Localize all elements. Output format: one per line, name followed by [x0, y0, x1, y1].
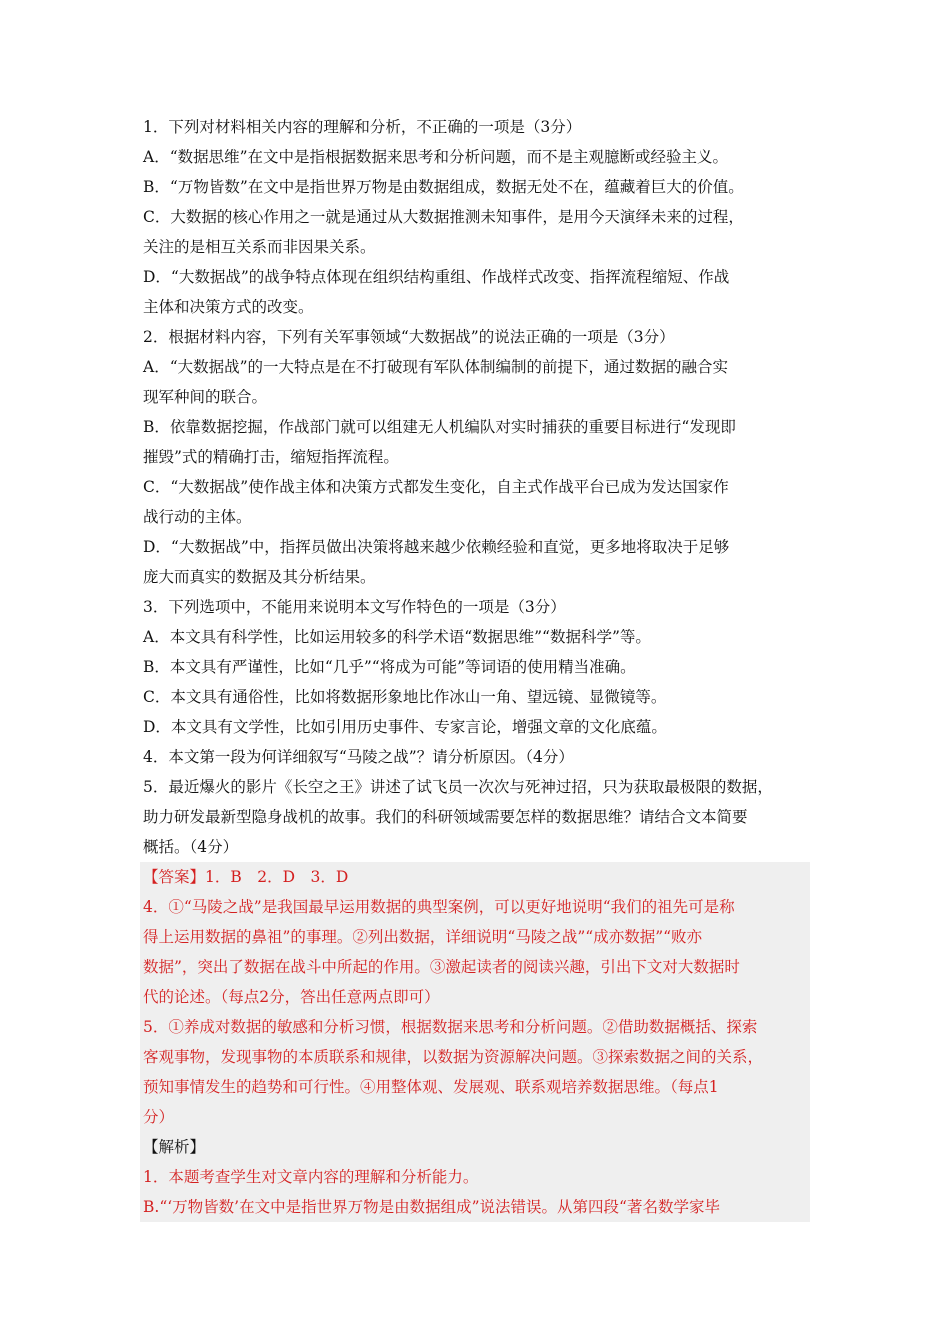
question-3-option-c: C．本文具有通俗性，比如将数据形象地比作冰山一角、望远镜、显微镜等。 — [143, 688, 667, 706]
question-1-option-d: D．“大数据战”的战争特点体现在组织结构重组、作战样式改变、指挥流程缩短、作战 — [143, 268, 730, 286]
question-2-option-c-cont: 战行动的主体。 — [143, 508, 252, 526]
question-1-option-b: B．“万物皆数”在文中是指世界万物是由数据组成，数据无处不在，蕴藏着巨大的价值。 — [143, 178, 744, 196]
question-3-option-a: A．本文具有科学性，比如运用较多的科学术语“数据思维”“数据科学”等。 — [143, 628, 651, 646]
answer-4-line: 数据”，突出了数据在战斗中所起的作用。③激起读者的阅读兴趣，引出下文对大数据时 — [143, 958, 740, 976]
question-2-stem: 2．根据材料内容，下列有关军事领域“大数据战”的说法正确的一项是（3分） — [143, 328, 675, 346]
document-content — [143, 112, 807, 1222]
question-5-stem-cont-1: 助力研发最新型隐身战机的故事。我们的科研领域需要怎样的数据思维？请结合文本简要 — [143, 808, 748, 826]
question-2-option-b: B．依靠数据挖掘，作战部门就可以组建无人机编队对实时捕获的重要目标进行“发现即 — [143, 418, 736, 436]
analysis-label: 【解析】 — [143, 1138, 206, 1156]
question-5-stem-cont-2: 概括。（4分） — [143, 838, 239, 856]
answer-5-line: 预知事情发生的趋势和可行性。④用整体观、发展观、联系观培养数据思维。（每点1 — [143, 1078, 719, 1096]
analysis-1: 1．本题考查学生对文章内容的理解和分析能力。 — [143, 1168, 479, 1186]
question-2-option-d-cont: 庞大而真实的数据及其分析结果。 — [143, 568, 376, 586]
answer-block — [140, 862, 810, 1222]
answer-4-line: 代的论述。（每点2分，答出任意两点即可） — [143, 988, 440, 1006]
question-3-stem: 3．下列选项中，不能用来说明本文写作特色的一项是（3分） — [143, 598, 566, 616]
question-2-option-b-cont: 摧毁”式的精确打击，缩短指挥流程。 — [143, 448, 399, 466]
question-2-option-a: A．“大数据战”的一大特点是在不打破现有军队体制编制的前提下，通过数据的融合实 — [143, 358, 729, 376]
question-3-option-d: D．本文具有文学性，比如引用历史事件、专家言论，增强文章的文化底蕴。 — [143, 718, 667, 736]
question-1-stem: 1．下列对材料相关内容的理解和分析，不正确的一项是（3分） — [143, 118, 582, 136]
answer-5-line: 5．①养成对数据的敏感和分析习惯，根据数据来思考和分析问题。②借助数据概括、探索 — [143, 1018, 758, 1036]
answer-5-line: 分） — [143, 1108, 175, 1126]
answer-4-line: 得上运用数据的鼻祖”的事理。②列出数据，详细说明“马陵之战”“成亦数据”“败亦 — [143, 928, 703, 946]
answer-5-line: 客观事物，发现事物的本质联系和规律，以数据为资源解决问题。③探索数据之间的关系， — [143, 1048, 764, 1066]
question-4-stem: 4．本文第一段为何详细叙写“马陵之战”？请分析原因。（4分） — [143, 748, 574, 766]
question-2-option-c: C．“大数据战”使作战主体和决策方式都发生变化，自主式作战平台已成为发达国家作 — [143, 478, 729, 496]
question-1-option-c: C．大数据的核心作用之一就是通过从大数据推测未知事件，是用今天演绎未来的过程， — [143, 208, 744, 226]
question-3-option-b: B．本文具有严谨性，比如“几乎”“将成为可能”等词语的使用精当准确。 — [143, 658, 636, 676]
question-1-option-c-cont: 关注的是相互关系而非因果关系。 — [143, 238, 376, 256]
question-5-stem: 5．最近爆火的影片《长空之王》讲述了试飞员一次次与死神过招，只为获取最极限的数据， — [143, 778, 773, 796]
analysis-option-b: B.“‘万物皆数’在文中是指世界万物是由数据组成”说法错误。从第四段“著名数学家毕 — [143, 1198, 720, 1216]
question-2-option-d: D．“大数据战”中，指挥员做出决策将越来越少依赖经验和直觉，更多地将取决于足够 — [143, 538, 730, 556]
answer-header: 【答案】1．B 2．D 3．D — [143, 868, 349, 886]
question-1-option-a: A．“数据思维”在文中是指根据数据来思考和分析问题，而不是主观臆断或经验主义。 — [143, 148, 729, 166]
answer-4-line: 4．①“马陵之战”是我国最早运用数据的典型案例，可以更好地说明“我们的祖先可是称 — [143, 898, 735, 916]
question-1-option-d-cont: 主体和决策方式的改变。 — [143, 298, 314, 316]
question-2-option-a-cont: 现军种间的联合。 — [143, 388, 268, 406]
